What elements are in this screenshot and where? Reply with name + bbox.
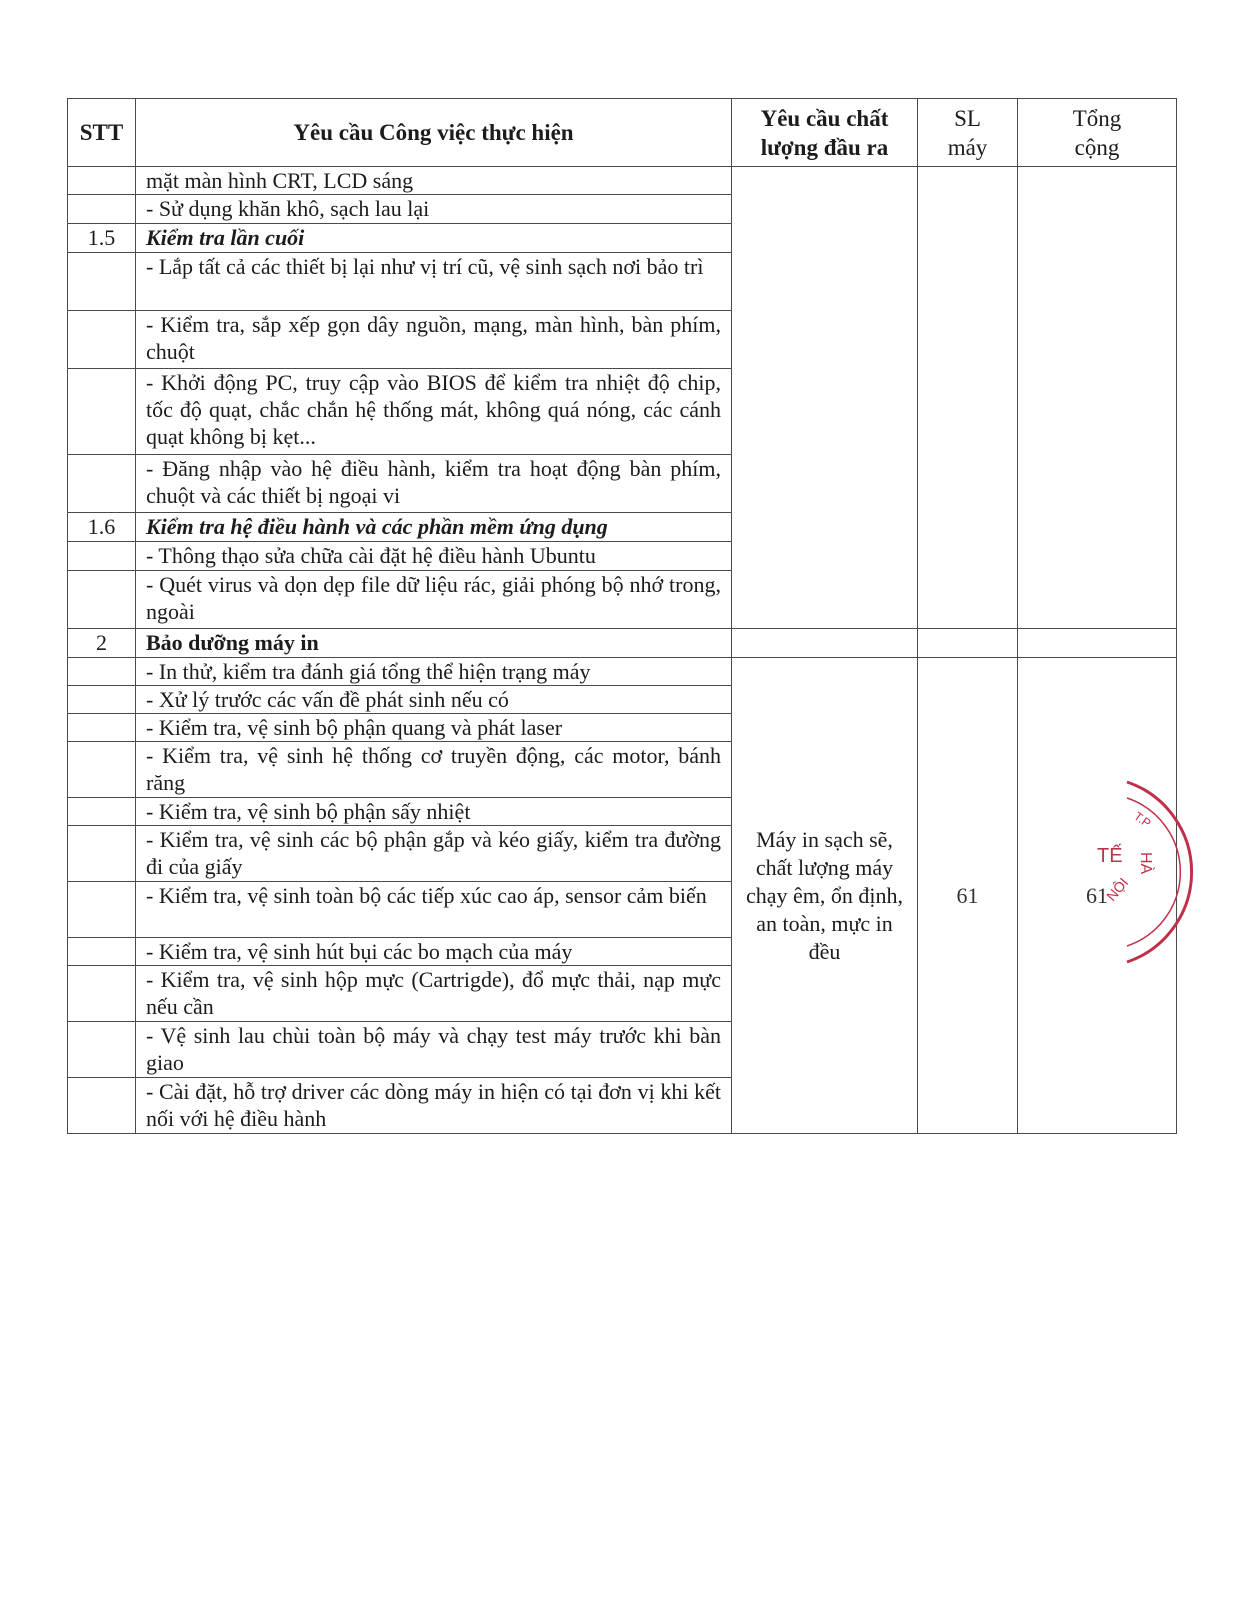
header-stt: STT bbox=[68, 99, 136, 167]
row-text: - Kiểm tra, vệ sinh bộ phận sấy nhiệt bbox=[136, 798, 732, 826]
row-stt bbox=[68, 1022, 136, 1078]
seal-text-3: HÀ bbox=[1137, 852, 1154, 875]
section-title: Bảo dưỡng máy in bbox=[136, 629, 732, 658]
qty-cell-section1 bbox=[918, 167, 1018, 629]
row-stt bbox=[68, 195, 136, 224]
seal-text-4: NỘI bbox=[1103, 874, 1132, 904]
row-text: - Quét virus và dọn dẹp file dữ liệu rác, giải phóng bộ nhớ trong, ngoài bbox=[136, 571, 732, 629]
row-stt bbox=[68, 167, 136, 195]
header-quality bbox=[732, 99, 918, 167]
row-text: - Xử lý trước các vấn đề phát sinh nếu có bbox=[136, 686, 732, 714]
machine-quantity: 61 bbox=[918, 658, 1018, 1134]
row-stt bbox=[68, 686, 136, 714]
row-stt bbox=[68, 826, 136, 882]
row-stt: 1.5 bbox=[68, 224, 136, 253]
quality-requirement: Máy in sạch sẽ, chất lượng máy chạy êm, ổn định, an toàn, mực in đều bbox=[732, 658, 918, 1134]
section-total-empty bbox=[1018, 629, 1177, 658]
row-stt bbox=[68, 571, 136, 629]
header-row bbox=[68, 99, 1177, 167]
row-stt bbox=[68, 1078, 136, 1134]
row-heading: Kiểm tra hệ điều hành và các phần mềm ứng dụng bbox=[136, 513, 732, 542]
row-text: - Cài đặt, hỗ trợ driver các dòng máy in hiện có tại đơn vị khi kết nối với hệ điều hành bbox=[136, 1078, 732, 1134]
header-qty bbox=[918, 99, 1018, 167]
header-quality-line2: lượng đầu ra bbox=[760, 134, 889, 160]
row-stt bbox=[68, 882, 136, 938]
row-text: - Kiểm tra, vệ sinh hút bụi các bo mạch của máy bbox=[136, 938, 732, 966]
row-text: - Khởi động PC, truy cập vào BIOS để kiểm tra nhiệt độ chip, tốc độ quạt, chắc chắn hệ thống mát, không quá nóng, các cánh quạt không bị kẹt... bbox=[136, 369, 732, 455]
header-total-line1: Tổng bbox=[1072, 105, 1122, 131]
row-stt bbox=[68, 253, 136, 311]
row-stt bbox=[68, 542, 136, 571]
section-stt: 2 bbox=[68, 629, 136, 658]
row-stt bbox=[68, 311, 136, 369]
header-total bbox=[1018, 99, 1177, 167]
row-stt bbox=[68, 369, 136, 455]
row-text: - Vệ sinh lau chùi toàn bộ máy và chạy test máy trước khi bàn giao bbox=[136, 1022, 732, 1078]
row-text: - Đăng nhập vào hệ điều hành, kiểm tra hoạt động bàn phím, chuột và các thiết bị ngoại vi bbox=[136, 455, 732, 513]
header-qty-line1: SL bbox=[954, 105, 981, 131]
total-cell-section1 bbox=[1018, 167, 1177, 629]
seal-text-1: T.P bbox=[1131, 808, 1154, 831]
row-stt bbox=[68, 455, 136, 513]
header-task: Yêu cầu Công việc thực hiện bbox=[136, 99, 732, 167]
row-text: - Kiểm tra, vệ sinh hộp mực (Cartrigde), đổ mực thải, nạp mực nếu cần bbox=[136, 966, 732, 1022]
row-text: - Kiểm tra, sắp xếp gọn dây nguồn, mạng, màn hình, bàn phím, chuột bbox=[136, 311, 732, 369]
section-quality-empty bbox=[732, 629, 918, 658]
row-stt bbox=[68, 966, 136, 1022]
row-text: - Kiểm tra, vệ sinh bộ phận quang và phát laser bbox=[136, 714, 732, 742]
row-stt bbox=[68, 938, 136, 966]
row-text: - Kiểm tra, vệ sinh các bộ phận gắp và kéo giấy, kiểm tra đường đi của giấy bbox=[136, 826, 732, 882]
row-text: - Sử dụng khăn khô, sạch lau lại bbox=[136, 195, 732, 224]
seal-text-2: TẾ bbox=[1097, 845, 1123, 867]
row-text: - Kiểm tra, vệ sinh toàn bộ các tiếp xúc cao áp, sensor cảm biến bbox=[136, 882, 732, 938]
table-row bbox=[68, 167, 1177, 195]
row-text: - In thử, kiểm tra đánh giá tổng thể hiện trạng máy bbox=[136, 658, 732, 686]
row-text: - Kiểm tra, vệ sinh hệ thống cơ truyền động, các motor, bánh răng bbox=[136, 742, 732, 798]
row-stt bbox=[68, 798, 136, 826]
row-stt: 1.6 bbox=[68, 513, 136, 542]
row-stt bbox=[68, 714, 136, 742]
quality-cell-section1 bbox=[732, 167, 918, 629]
header-quality-line1: Yêu cầu chất bbox=[760, 105, 889, 131]
section-qty-empty bbox=[918, 629, 1018, 658]
total-quantity: 61 bbox=[1018, 658, 1177, 1134]
row-heading: Kiểm tra lần cuối bbox=[136, 224, 732, 253]
row-text: mặt màn hình CRT, LCD sáng bbox=[136, 167, 732, 195]
row-text: - Thông thạo sửa chữa cài đặt hệ điều hành Ubuntu bbox=[136, 542, 732, 571]
seal-outer-ring bbox=[1127, 782, 1192, 962]
row-text: - Lắp tất cả các thiết bị lại như vị trí cũ, vệ sinh sạch nơi bảo trì bbox=[136, 253, 732, 311]
header-qty-line2: máy bbox=[947, 134, 988, 160]
row-stt bbox=[68, 742, 136, 798]
row-stt bbox=[68, 658, 136, 686]
header-total-line2: cộng bbox=[1074, 134, 1120, 160]
work-requirements-table bbox=[67, 98, 1177, 1134]
section-header-row bbox=[68, 629, 1177, 658]
table-row bbox=[68, 658, 1177, 686]
